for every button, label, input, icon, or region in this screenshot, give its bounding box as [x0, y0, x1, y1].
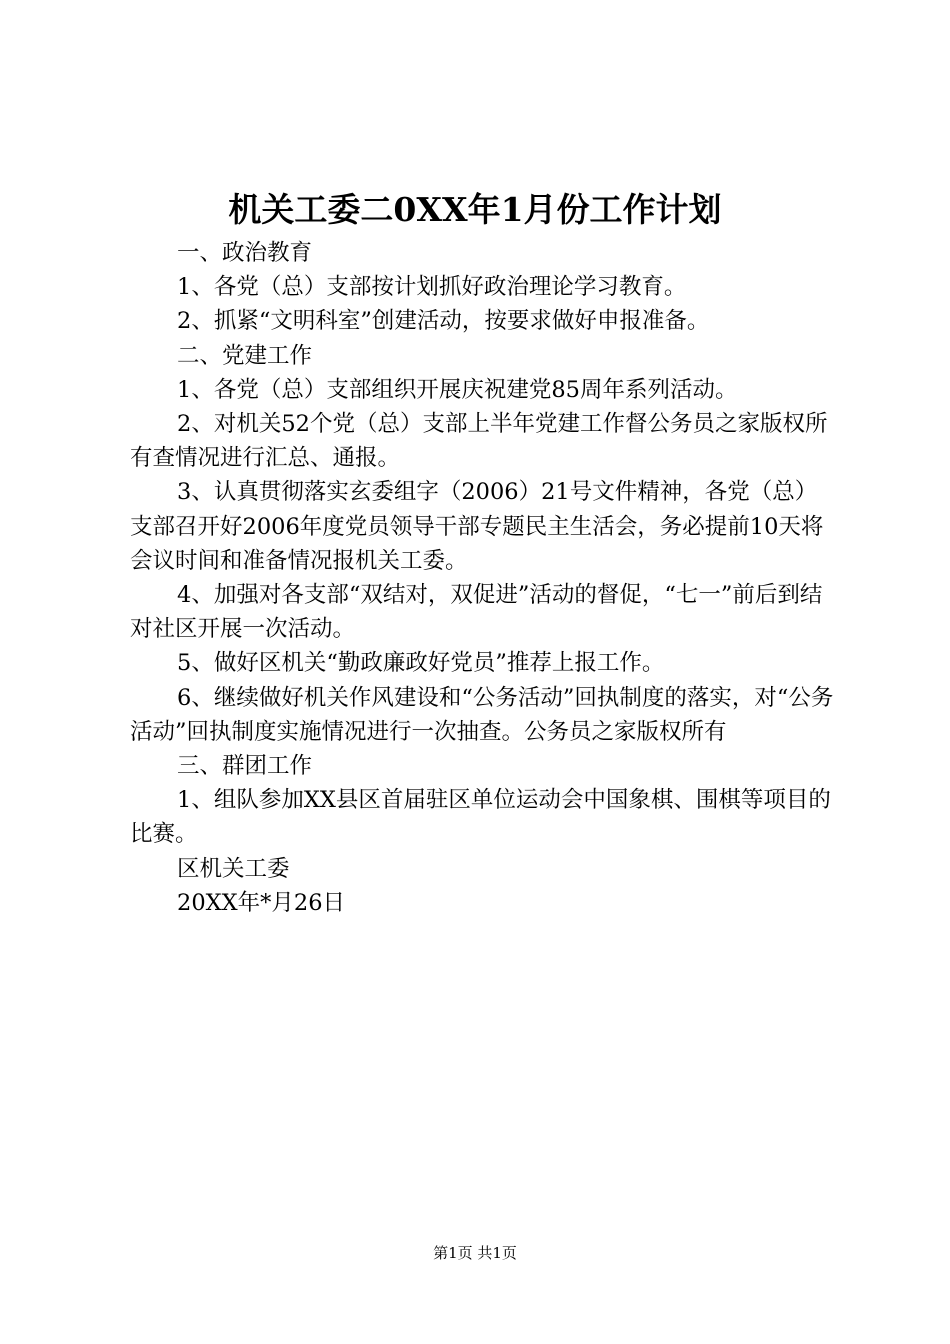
signature-date: 20XX年*月26日 [177, 889, 346, 916]
section-heading-party-building: 二、党建工作 [177, 342, 313, 369]
paragraph: 4、加强对各支部“双结对，双促进”活动的督促，“七一”前后到结对社区开展一次活动。 [130, 582, 823, 643]
section-heading-mass-organizations: 三、群团工作 [177, 753, 313, 780]
paragraph: 2、对机关52个党（总）支部上半年党建工作督公务员之家版权所有查情况进行汇总、通报。 [130, 411, 828, 472]
paragraph: 1、各党（总）支部按计划抓好政治理论学习教育。 [177, 274, 687, 301]
paragraph: 1、组队参加XX县区首届驻区单位运动会中国象棋、围棋等项目的比赛。 [130, 787, 831, 848]
signature-organization: 区机关工委 [177, 855, 290, 882]
paragraph: 2、抓紧“文明科室”创建活动，按要求做好申报准备。 [177, 308, 710, 335]
paragraph: 5、做好区机关“勤政廉政好党员”推荐上报工作。 [177, 650, 665, 677]
section-heading-politics: 一、政治教育 [177, 240, 313, 266]
document-body [130, 236, 835, 920]
paragraph: 6、继续做好机关作风建设和“公务活动”回执制度的落实，对“公务活动”回执制度实施情况进行一次抽查。公务员之家版权所有 [130, 684, 834, 745]
page-number: 第1页 共1页 [433, 1244, 517, 1262]
document-title: 机关工委二0XX年1月份工作计划 [228, 190, 722, 229]
paragraph: 3、认真贯彻落实玄委组字（2006）21号文件精神，各党（总）支部召开好2006年度党员领导干部专题民主生活会，务必提前10天将会议时间和准备情况报机关工委。 [130, 479, 824, 574]
paragraph: 1、各党（总）支部组织开展庆祝建党85周年系列活动。 [177, 376, 738, 403]
